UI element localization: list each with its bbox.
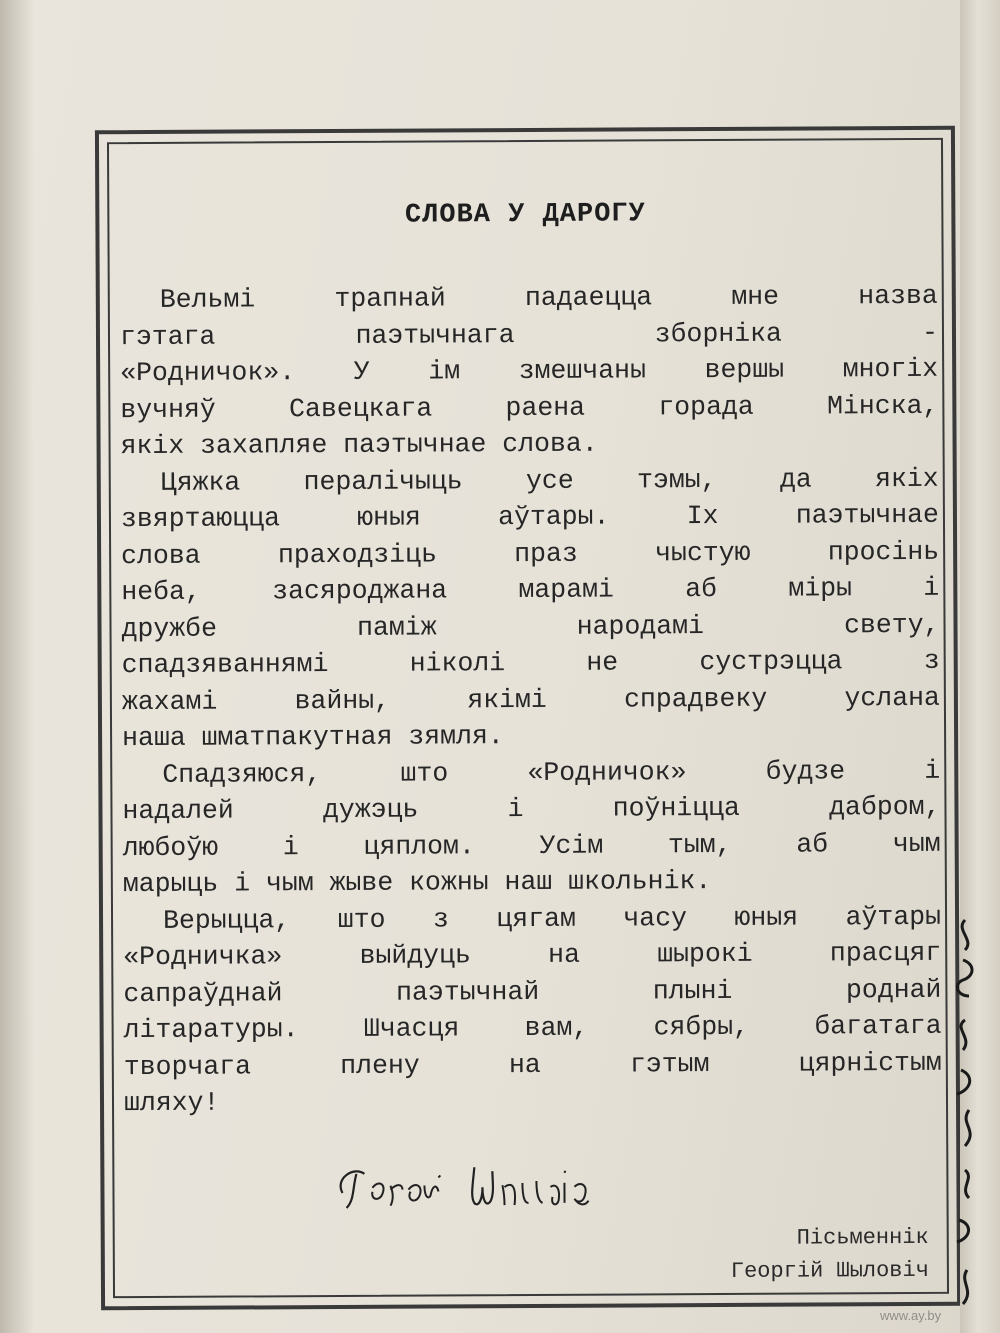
text-line: [124, 1008, 942, 1049]
text-line: [123, 825, 941, 866]
word: наша шматпакутная зямля.: [122, 721, 504, 754]
word: свету,: [843, 609, 940, 640]
word: да: [779, 464, 812, 495]
word: Савецкага: [289, 392, 433, 424]
word: што: [337, 904, 386, 935]
word: тым,: [667, 829, 732, 860]
word: неба,: [121, 576, 201, 608]
word: дабром,: [829, 791, 941, 823]
text-line: [122, 643, 940, 684]
word: цярністым: [798, 1047, 942, 1079]
word: і: [507, 794, 524, 825]
word: паміж: [356, 611, 437, 643]
author-name: Георгій Шыловіч: [730, 1257, 929, 1284]
text-line: [123, 971, 941, 1012]
word: літаратуры.: [123, 1014, 299, 1046]
word: многіх: [842, 353, 939, 385]
page-gutter-shadow: [0, 0, 34, 1333]
word: ніколі: [409, 648, 506, 679]
facing-page-handwriting: [935, 900, 995, 1320]
word: услана: [844, 682, 940, 713]
text-line: [120, 314, 938, 355]
word: аб: [796, 828, 829, 860]
word: трапнай: [334, 283, 446, 315]
text-line: [122, 752, 940, 793]
word: цяплом.: [363, 830, 475, 862]
word: спрадвеку: [623, 683, 768, 714]
word: Шчасця: [363, 1013, 460, 1044]
word: усе: [525, 465, 574, 496]
word: слова.: [502, 428, 598, 460]
text-line: [121, 570, 939, 611]
word: паэтычнай: [396, 976, 540, 1008]
word: пералічыць: [303, 465, 463, 497]
word: надалей: [122, 795, 234, 827]
word: жахамі: [121, 686, 218, 717]
word: прасцяг: [829, 937, 942, 969]
word: творчага: [123, 1050, 252, 1082]
word: раена: [505, 392, 586, 423]
word: вершы: [704, 354, 785, 386]
word: поўніцца: [612, 792, 741, 824]
word: Вельмі: [159, 284, 256, 315]
word: зборніка: [654, 318, 783, 349]
word: Цяжка: [160, 467, 241, 498]
text-line: [123, 898, 941, 939]
word: дужэць: [322, 794, 419, 826]
word: вайны,: [294, 685, 391, 716]
word: Усім: [539, 830, 604, 861]
word: сустрэцца: [699, 646, 843, 678]
word: чыстую: [655, 537, 751, 568]
word: змешчаны: [518, 355, 647, 387]
word: якіх: [874, 463, 939, 494]
word: марыць і чым жыве кожны наш школьнік.: [122, 866, 712, 900]
word: Верыцца,: [162, 904, 291, 936]
text-line: [123, 935, 941, 976]
word: паэтычнага: [355, 319, 515, 351]
word: часу: [623, 902, 688, 934]
word: ім: [428, 356, 461, 387]
word: праходзіць: [277, 538, 438, 570]
word: «Родничок».: [120, 357, 296, 389]
word: на: [548, 939, 581, 970]
word: засяроджана: [272, 575, 448, 607]
word: Мінска,: [826, 390, 939, 421]
word: аб: [685, 574, 718, 605]
word: і: [923, 572, 940, 603]
word: тэмы,: [636, 464, 717, 495]
handwritten-signature: [324, 1136, 684, 1228]
word: цягам: [496, 903, 576, 934]
word: захапляе: [200, 430, 328, 461]
body-text: [120, 278, 942, 1122]
text-line: [121, 460, 939, 501]
word: -: [921, 317, 939, 348]
word: і: [282, 831, 299, 862]
word: марамі: [518, 574, 614, 606]
word: багатага: [814, 1010, 942, 1042]
word: якімі: [467, 684, 547, 715]
word: назва: [858, 280, 938, 312]
text-line: [120, 387, 938, 428]
word: «Родничок»: [527, 756, 687, 788]
word: Спадзяюся,: [162, 758, 322, 790]
word: слова: [121, 540, 201, 571]
word: шляху!: [123, 1087, 220, 1119]
text-line: [124, 1081, 942, 1122]
word: з: [432, 903, 449, 935]
word: сапраўднай: [123, 977, 283, 1009]
word: аўтары: [845, 901, 942, 932]
word: падаецца: [524, 282, 653, 314]
word: міры: [788, 573, 853, 604]
word: спадзяваннямі: [121, 649, 329, 681]
word: вучняў: [120, 394, 216, 425]
word: «Родничка»: [123, 941, 283, 973]
word: дружбе: [121, 613, 218, 644]
text-line: [124, 1044, 942, 1085]
word: паэтычнае: [343, 429, 487, 460]
word: плыні: [652, 975, 733, 1006]
word: выйдуць: [359, 940, 471, 971]
word: гэтага: [119, 321, 216, 352]
word: вам,: [524, 1012, 589, 1044]
word: не: [586, 647, 619, 678]
text-line: [121, 497, 939, 538]
word: просінь: [827, 536, 940, 567]
word: юныя: [357, 502, 421, 533]
word: што: [400, 757, 449, 789]
page-title: СЛОВА У ДАРОГУ: [404, 199, 646, 231]
word: на: [508, 1049, 541, 1080]
text-line: [120, 278, 938, 319]
word: чым: [892, 828, 941, 859]
word: гэтым: [629, 1048, 710, 1079]
word: мне: [731, 281, 780, 312]
word: любоўю: [122, 832, 219, 863]
word: аўтары.: [498, 501, 610, 533]
text-line: [120, 424, 938, 465]
text-line: [122, 716, 940, 757]
word: звяртаюцца: [120, 503, 281, 535]
word: з: [923, 645, 940, 676]
text-line: [121, 533, 939, 574]
word: будзе: [765, 755, 846, 787]
word: сябры,: [653, 1011, 750, 1043]
word: праз: [514, 538, 578, 569]
word: і: [924, 755, 941, 786]
text-line: [120, 351, 938, 392]
word: роднай: [845, 974, 942, 1005]
text-line: [121, 606, 939, 647]
watermark: www.ay.by: [880, 1308, 942, 1323]
word: плену: [340, 1050, 420, 1081]
word: шырокі: [657, 938, 753, 970]
word: народамі: [576, 610, 705, 642]
text-line: [122, 789, 940, 830]
double-border-frame: [95, 126, 961, 1310]
word: якіх: [120, 430, 185, 462]
author-role: Пісьменнік: [796, 1224, 929, 1251]
word: Іх: [686, 500, 719, 532]
word: паэтычнае: [795, 499, 940, 531]
word: У: [353, 356, 370, 387]
text-line: [122, 679, 940, 720]
word: юныя: [734, 902, 799, 933]
text-line: [123, 862, 941, 903]
word: горада: [658, 391, 754, 422]
